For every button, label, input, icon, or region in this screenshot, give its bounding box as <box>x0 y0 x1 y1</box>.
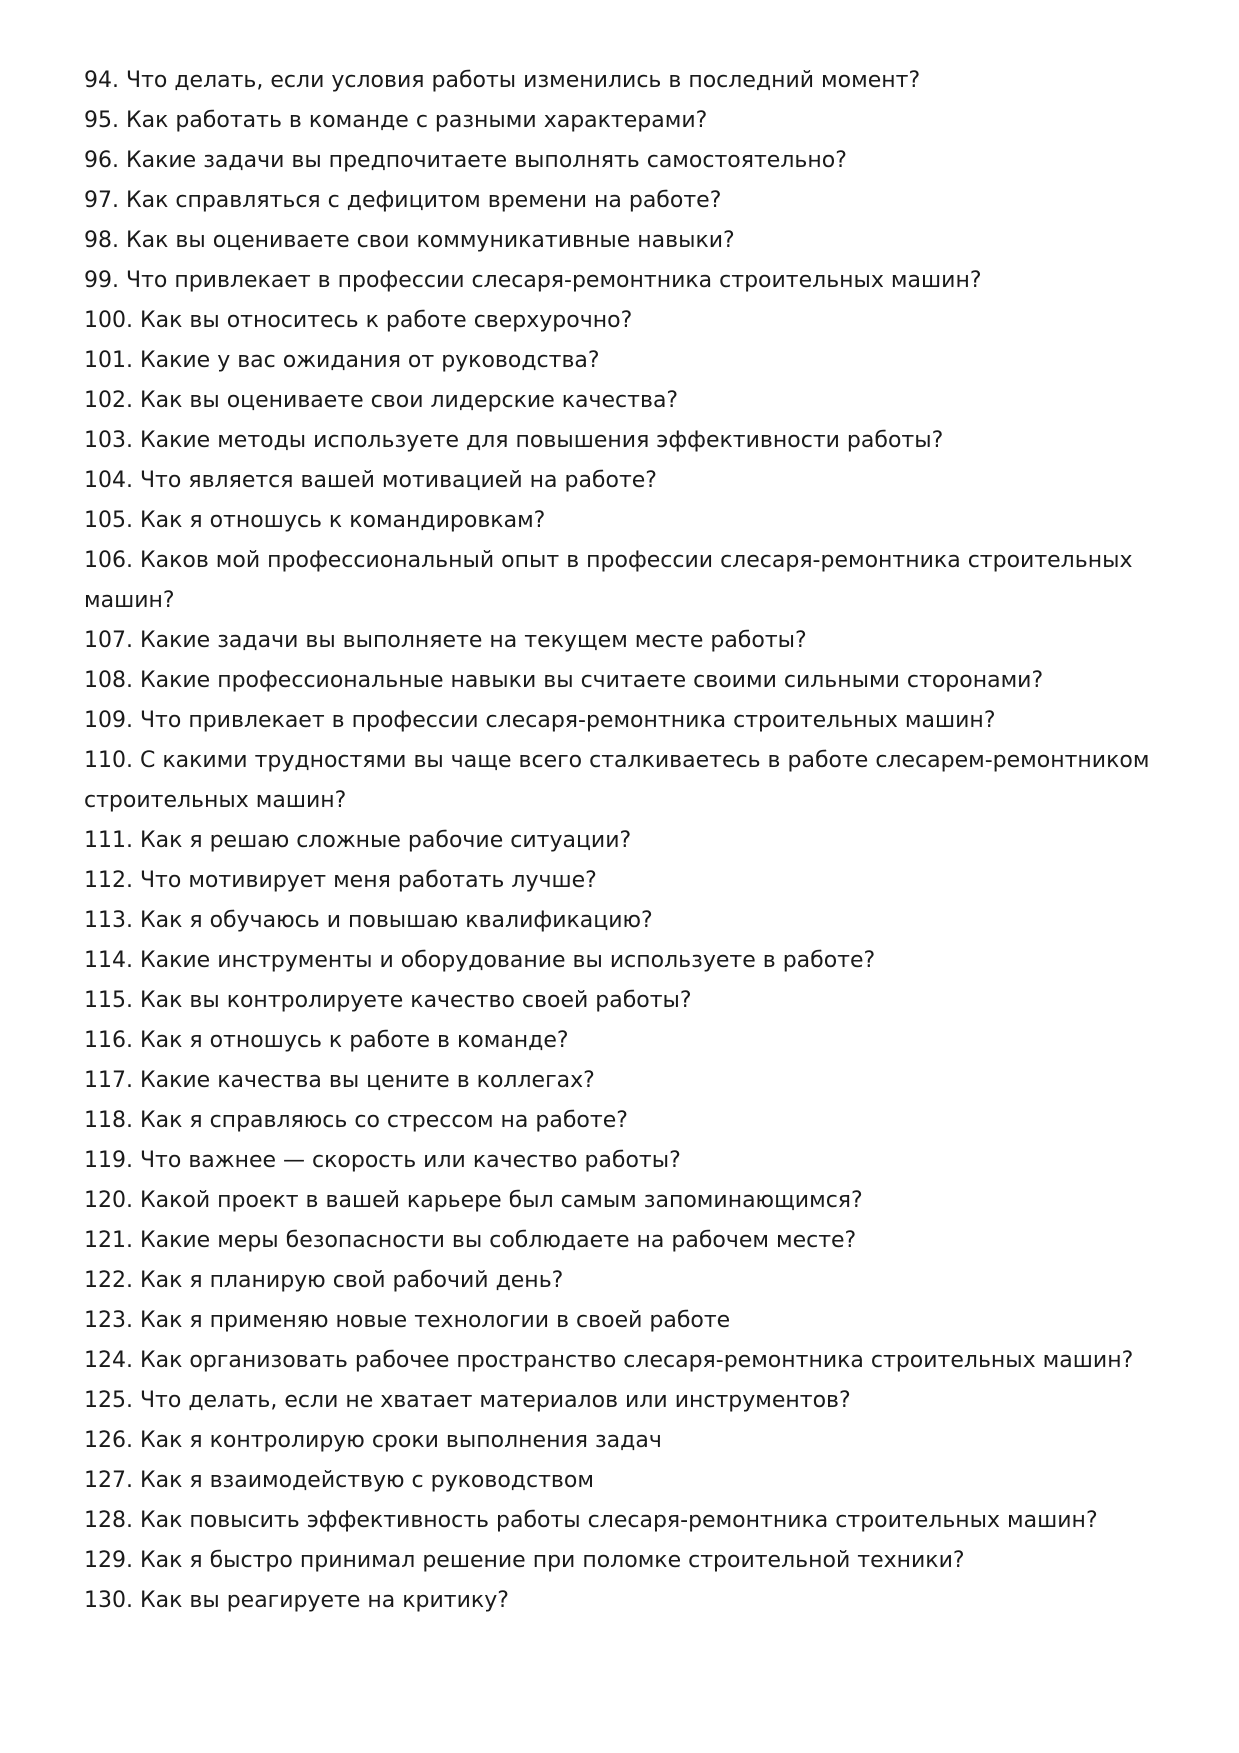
question-item: 103. Какие методы используете для повышения эффективности работы? <box>84 428 944 453</box>
question-item: 97. Как справляться с дефицитом времени на работе? <box>84 188 722 213</box>
question-item: 107. Какие задачи вы выполняете на текущем месте работы? <box>84 628 807 653</box>
question-item: 123. Как я применяю новые технологии в своей работе <box>84 1308 731 1333</box>
question-item: 119. Что важнее — скорость или качество работы? <box>84 1148 681 1173</box>
question-item: 112. Что мотивирует меня работать лучше? <box>84 868 597 893</box>
question-item: 113. Как я обучаюсь и повышаю квалификацию? <box>84 908 653 933</box>
question-item: 117. Какие качества вы цените в коллегах? <box>84 1068 595 1093</box>
question-item: 116. Как я отношусь к работе в команде? <box>84 1028 569 1053</box>
question-item: 99. Что привлекает в профессии слесаря-ремонтника строительных машин? <box>84 268 982 293</box>
question-item: 102. Как вы оцениваете свои лидерские качества? <box>84 388 679 413</box>
question-item: 122. Как я планирую свой рабочий день? <box>84 1268 564 1293</box>
question-item: 101. Какие у вас ожидания от руководства? <box>84 348 600 373</box>
question-list <box>84 61 1164 1621</box>
question-item: 126. Как я контролирую сроки выполнения задач <box>84 1428 662 1453</box>
question-item: 105. Как я отношусь к командировкам? <box>84 508 546 533</box>
question-item: 114. Какие инструменты и оборудование вы используете в работе? <box>84 948 876 973</box>
question-item: 128. Как повысить эффективность работы слесаря-ремонтника строительных машин? <box>84 1508 1098 1533</box>
question-item: 106. Каков мой профессиональный опыт в профессии слесаря-ремонтника строительных машин? <box>84 548 1133 613</box>
question-item: 127. Как я взаимодействую с руководством <box>84 1468 594 1493</box>
question-item: 115. Как вы контролируете качество своей работы? <box>84 988 692 1013</box>
question-item: 110. С какими трудностями вы чаще всего сталкиваетесь в работе слесарем-ремонтником строительных машин? <box>84 748 1150 813</box>
question-item: 100. Как вы относитесь к работе сверхурочно? <box>84 308 633 333</box>
question-item: 98. Как вы оцениваете свои коммуникативные навыки? <box>84 228 735 253</box>
question-item: 130. Как вы реагируете на критику? <box>84 1588 509 1613</box>
question-item: 94. Что делать, если условия работы изменились в последний момент? <box>84 68 921 93</box>
question-item: 104. Что является вашей мотивацией на работе? <box>84 468 657 493</box>
question-item: 124. Как организовать рабочее пространство слесаря-ремонтника строительных машин? <box>84 1348 1134 1373</box>
question-item: 121. Какие меры безопасности вы соблюдаете на рабочем месте? <box>84 1228 857 1253</box>
question-item: 125. Что делать, если не хватает материалов или инструментов? <box>84 1388 851 1413</box>
question-item: 129. Как я быстро принимал решение при поломке строительной техники? <box>84 1548 965 1573</box>
question-item: 120. Какой проект в вашей карьере был самым запоминающимся? <box>84 1188 863 1213</box>
question-item: 95. Как работать в команде с разными характерами? <box>84 108 708 133</box>
question-item: 108. Какие профессиональные навыки вы считаете своими сильными сторонами? <box>84 668 1044 693</box>
question-item: 111. Как я решаю сложные рабочие ситуации? <box>84 828 632 853</box>
question-item: 118. Как я справляюсь со стрессом на работе? <box>84 1108 628 1133</box>
question-item: 96. Какие задачи вы предпочитаете выполнять самостоятельно? <box>84 148 847 173</box>
question-item: 109. Что привлекает в профессии слесаря-ремонтника строительных машин? <box>84 708 996 733</box>
